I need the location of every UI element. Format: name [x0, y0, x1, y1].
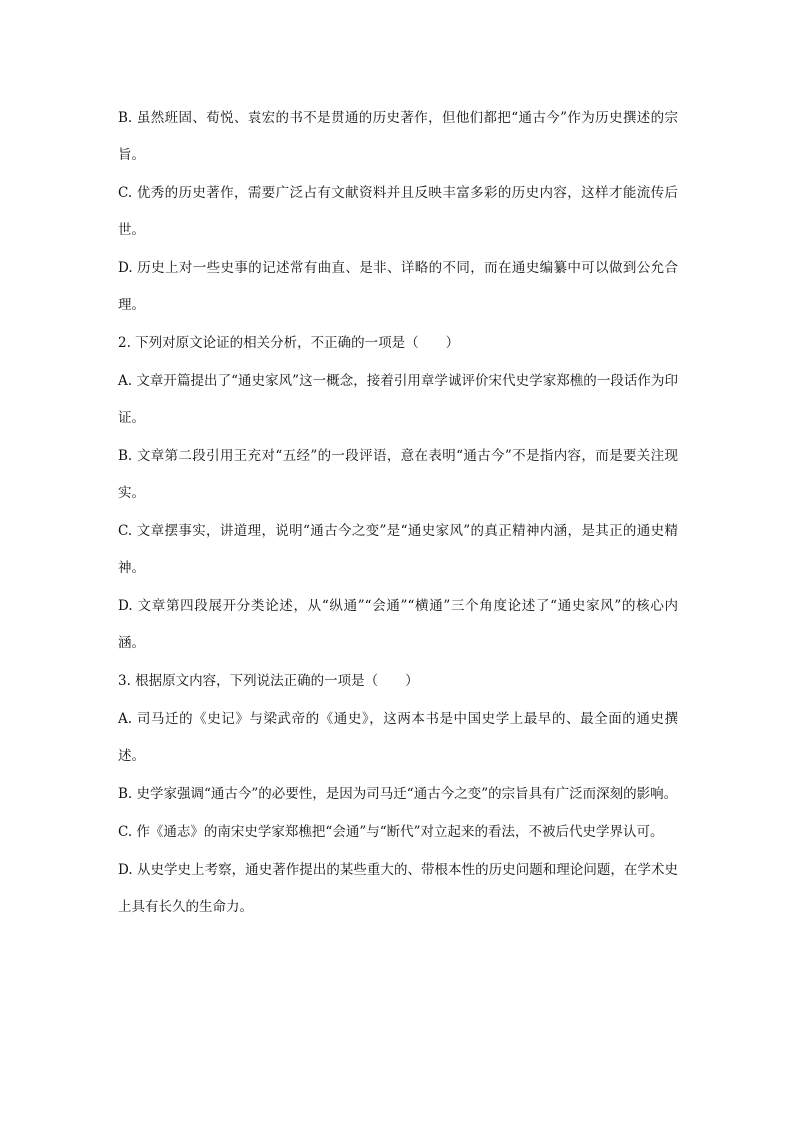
- option-2d: D. 文章第四段展开分类论述，从“纵通”“会通”“横通”三个角度论述了“通史家风”的核心内涵。: [118, 598, 678, 651]
- option-3d: D. 从史学史上考察，通史著作提出的某些重大的、带根本性的历史问题和理论问题，在学术史上具有长久的生命力。: [118, 862, 678, 915]
- option-2b: B. 文章第二段引用王充对“五经”的一段评语，意在表明“通古今”不是指内容，而是要关注现实。: [118, 448, 678, 501]
- option-1d: D. 历史上对一些史事的记述常有曲直、是非、详略的不同，而在通史编纂中可以做到公允合理。: [118, 260, 678, 313]
- document-body: [118, 100, 678, 927]
- question-2-stem: 2. 下列对原文论证的相关分析，不正确的一项是（ ）: [118, 335, 460, 351]
- option-3a: A. 司马迁的《史记》与梁武帝的《通史》，这两本书是中国史学上最早的、最全面的通史撰述。: [118, 711, 678, 764]
- option-1b: B. 虽然班固、荀悦、袁宏的书不是贯通的历史著作，但他们都把“通古今”作为历史撰述的宗旨。: [118, 110, 678, 163]
- option-2c: C. 文章摆事实，讲道理，说明“通古今之变”是“通史家风”的真正精神内涵，是其正的通史精神。: [118, 523, 678, 576]
- question-3-stem: 3. 根据原文内容，下列说法正确的一项是（ ）: [118, 673, 419, 689]
- option-2a: A. 文章开篇提出了“通史家风”这一概念，接着引用章学诚评价宋代史学家郑樵的一段话作为印证。: [118, 373, 678, 426]
- option-1c: C. 优秀的历史著作，需要广泛占有文献资料并且反映丰富多彩的历史内容，这样才能流传后世。: [118, 185, 678, 238]
- option-3b: B. 史学家强调“通古今”的必要性，是因为司马迁“通古今之变”的宗旨具有广泛而深刻的影响。: [118, 786, 678, 802]
- option-3c: C. 作《通志》的南宋史学家郑樵把“会通”与“断代”对立起来的看法，不被后代史学界认可。: [118, 824, 664, 840]
